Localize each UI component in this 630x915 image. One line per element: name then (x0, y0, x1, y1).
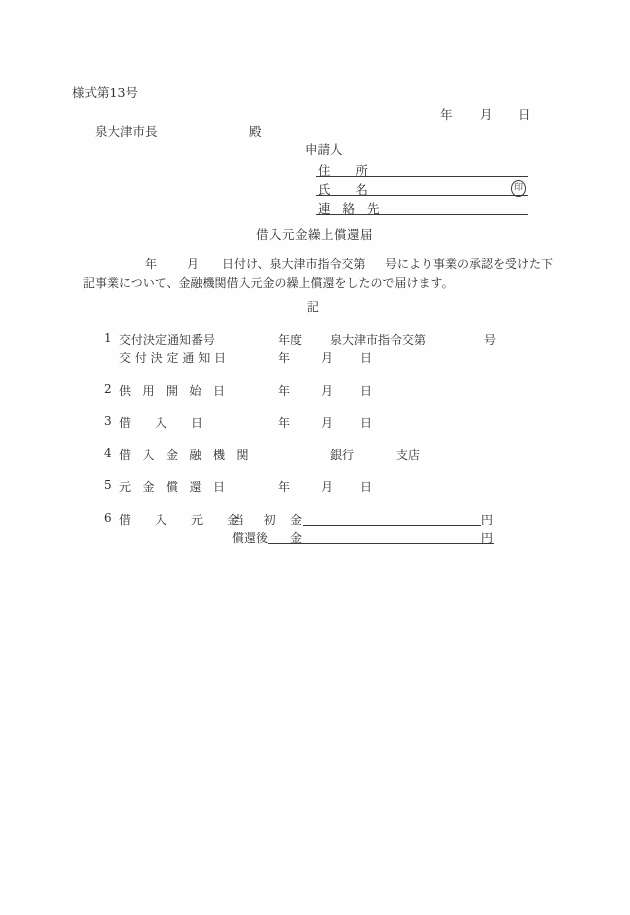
item-5-year-label: 年 (278, 480, 291, 494)
item-1-order-prefix: 泉大津市指令交第 (330, 333, 427, 347)
item-2-number: 2 (104, 382, 112, 396)
item-6-row-0-timing: 当 初 (232, 513, 280, 527)
applicant-address-label: 住 所 (318, 163, 369, 178)
item-6-row-1-money-label: 金 (290, 531, 303, 545)
item-3-month-label: 月 (321, 416, 334, 430)
item-2-day-label: 日 (360, 384, 373, 398)
item-1-number: 1 (104, 331, 112, 345)
item-2-month-label: 月 (321, 384, 334, 398)
item-1-fiscal-year-label: 年度 (278, 333, 303, 347)
item-3-year-label: 年 (278, 416, 291, 430)
item-3-day-label: 日 (360, 416, 373, 430)
item-6-label: 借 入 元 金 (119, 513, 240, 527)
item-5-day-label: 日 (360, 480, 373, 494)
date-month-label: 月 (480, 107, 493, 122)
date-day-label: 日 (518, 107, 531, 122)
applicant-contact-label: 連 絡 先 (318, 201, 384, 216)
item-4-label: 借 入 金 融 機 関 (119, 448, 253, 462)
item-6-number: 6 (104, 511, 112, 525)
item-4-number: 4 (104, 446, 112, 460)
body-line2: 記事業について、金融機関借入元金の繰上償還をしたので届けます。 (83, 276, 454, 290)
item-1-label: 交付決定通知番号 (119, 333, 216, 347)
item-6-row-0-money-label: 金 (290, 513, 303, 527)
form-number: 様式第13号 (72, 85, 138, 100)
item-6-row-1-unit: 円 (481, 531, 494, 545)
item-5-month-label: 月 (321, 480, 334, 494)
applicant-name-label: 氏 名 (318, 182, 369, 197)
item-6-row-1-timing: 償還後 (232, 531, 269, 545)
item-2-year-label: 年 (278, 384, 291, 398)
item-6-row-0-unit: 円 (481, 513, 494, 527)
applicant-name-input[interactable] (316, 195, 528, 196)
seal-icon: 印 (511, 180, 526, 197)
note-marker: 記 (307, 300, 320, 314)
item-4-bank-label: 銀行 (330, 448, 355, 462)
applicant-address-input[interactable] (316, 176, 528, 177)
addressee-honorific: 殿 (249, 124, 262, 139)
item-1-sub-month-label: 月 (321, 351, 334, 365)
body-year-label: 年 (145, 257, 158, 271)
addressee-recipient: 泉大津市長 (95, 124, 158, 139)
applicant-contact-input[interactable] (316, 214, 528, 215)
item-1-sub-year-label: 年 (278, 351, 291, 365)
applicant-heading: 申請人 (305, 142, 343, 157)
item-3-label: 借 入 日 (119, 416, 204, 430)
item-3-number: 3 (104, 414, 112, 428)
body-month-label: 月 (187, 257, 200, 271)
item-1-sub-label: 交付決定通知日 (119, 351, 230, 365)
item-6-row-0-amount-input[interactable] (303, 525, 481, 526)
item-1-sub-day-label: 日 (360, 351, 373, 365)
item-1-order-suffix: 号 (484, 333, 497, 347)
page-title: 借入元金繰上償還届 (256, 227, 374, 242)
body-line1-second: 号により事業の承認を受けた下 (385, 257, 554, 271)
item-2-label: 供 用 開 始 日 (119, 384, 229, 398)
date-year-label: 年 (440, 107, 453, 122)
item-5-number: 5 (104, 478, 112, 492)
item-5-label: 元 金 償 還 日 (119, 480, 229, 494)
item-6-row-1-amount-input[interactable] (268, 543, 494, 544)
body-line1-first: 日付け、泉大津市指令交第 (222, 257, 366, 271)
item-4-branch-label: 支店 (396, 448, 421, 462)
